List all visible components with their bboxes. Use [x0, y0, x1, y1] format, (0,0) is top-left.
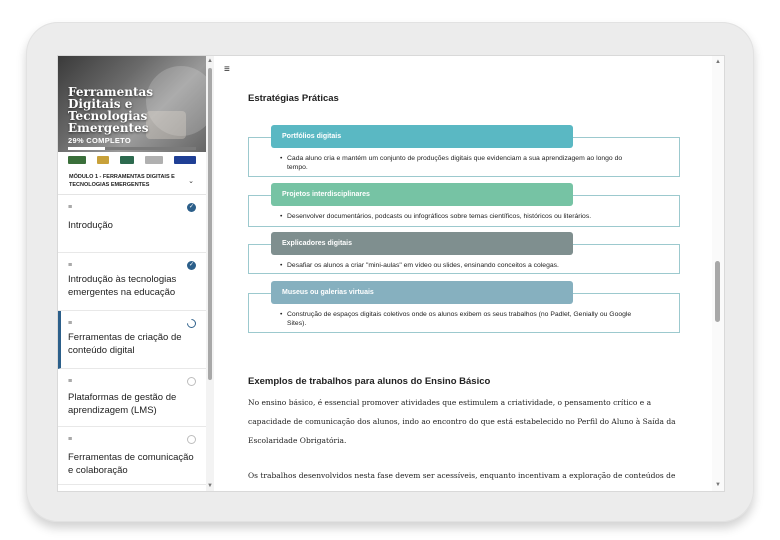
sidebar-lesson-item[interactable] [58, 369, 206, 427]
progress-bar [68, 147, 196, 150]
lesson-title: Ferramentas de criação de conteúdo digital [68, 332, 182, 356]
text-lines-icon: ≡ [68, 262, 73, 269]
check-circle-icon: ✓ [188, 204, 195, 210]
lesson-title: Introdução às tecnologias emergentes na educação [68, 274, 177, 298]
text-lines-icon: ≡ [68, 320, 73, 327]
card-label: Explicadores digitais [271, 232, 573, 255]
scroll-up-icon[interactable]: ▲ [715, 59, 721, 65]
check-circle-icon: ✓ [188, 262, 195, 268]
lesson-title: Introdução [68, 220, 113, 231]
course-title: Ferramentas Digitais e Tecnologias Emergentes [68, 85, 154, 135]
lesson-title: Plataformas de gestão de aprendizagem (LMS) [68, 392, 177, 416]
card-text: • Construção de espaços digitais coletivos onde os alunos exibem os seus trabalhos (no Padlet, Genially ou Google Sites). [287, 311, 637, 328]
module-header[interactable] [58, 167, 206, 195]
text-lines-icon: ≡ [68, 378, 73, 385]
progress-circle-icon [185, 317, 198, 330]
empty-circle-icon [187, 435, 196, 444]
app-screen [57, 55, 725, 492]
text-lines-icon: ≡ [68, 204, 73, 211]
sidebar-lesson-item[interactable] [58, 253, 206, 311]
sidebar-lesson-item[interactable] [58, 195, 206, 253]
card-text: • Desafiar os alunos a criar "mini-aulas" em vídeo ou slides, ensinando conceitos a colegas. [287, 262, 637, 271]
card-text: • Cada aluno cria e mantém um conjunto de produções digitais que evidenciam a sua aprendizagem ao longo do tempo. [287, 155, 637, 172]
sidebar-lesson-item-active[interactable] [58, 311, 206, 369]
scroll-down-icon[interactable]: ▼ [207, 483, 213, 489]
body-paragraph: No ensino básico, é essencial promover atividades que estimulem a criatividade, o pensamento crítico e a capacidade de comunicação dos alunos, indo ao encontro do que está estabelecido no Perfil do Aluno à Saída da Escolaridade Obrigatória. [248, 398, 676, 445]
sidebar-scrollbar-thumb[interactable] [208, 68, 212, 380]
section-title: Estratégias Práticas [248, 93, 339, 104]
sidebar-scrollbar[interactable] [206, 56, 214, 491]
text-lines-icon: ≡ [68, 436, 73, 443]
lesson-content [214, 56, 724, 491]
course-sidebar [58, 56, 206, 491]
body-paragraph: Os trabalhos desenvolvidos nesta fase devem ser acessíveis, enquanto incentivam a exploração de conteúdos de [248, 471, 676, 480]
card-text: • Desenvolver documentários, podcasts ou infográficos sobre temas científicos, históricos ou literários. [287, 213, 637, 222]
content-scrollbar[interactable] [712, 56, 724, 491]
eu-flag-logo [174, 156, 196, 164]
lesson-title: Ferramentas de comunicação e colaboração [68, 452, 194, 476]
content-scrollbar-thumb[interactable] [715, 261, 720, 322]
card-label: Museus ou galerias virtuais [271, 281, 573, 304]
empty-circle-icon [187, 377, 196, 386]
funding-logos [58, 152, 206, 167]
course-banner [58, 56, 206, 167]
card-label: Projetos interdisciplinares [271, 183, 573, 206]
sidebar-lesson-item[interactable] [58, 427, 206, 485]
chevron-down-icon[interactable]: ⌄ [188, 178, 194, 185]
ministry-logo [145, 156, 163, 164]
progress-label: 29% COMPLETO [68, 136, 132, 145]
section-title: Exemplos de trabalhos para alunos do Ensino Básico [248, 376, 491, 387]
scroll-down-icon[interactable]: ▼ [715, 482, 721, 488]
card-label: Portfólios digitais [271, 125, 573, 148]
progress-bar-fill [68, 147, 105, 150]
republic-logo [97, 156, 109, 164]
government-logo [120, 156, 134, 164]
scroll-up-icon[interactable]: ▲ [207, 58, 213, 64]
prr-logo [68, 156, 86, 164]
module-label: MÓDULO 1 - FERRAMENTAS DIGITAIS E TECNOLOGIAS EMERGENTES [69, 174, 175, 188]
hamburger-icon[interactable]: ≡ [224, 64, 230, 75]
